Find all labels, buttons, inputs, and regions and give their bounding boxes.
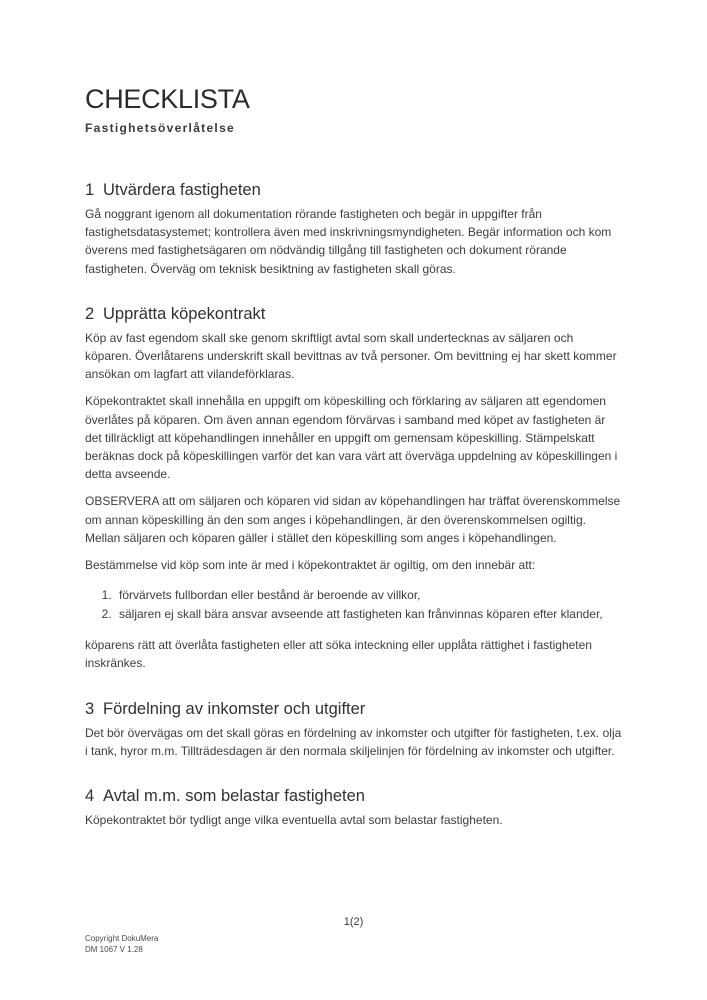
section-3-number: 3 bbox=[85, 699, 95, 718]
section-2-paragraph-4: Bestämmelse vid köp som inte är med i köpekontraktet är ogiltig, om den innebär att: bbox=[85, 558, 536, 573]
section-3-heading bbox=[85, 699, 622, 719]
list-item: 1. förvärvets fullbordan eller bestånd är beroende av villkor, bbox=[115, 586, 622, 605]
section-2-paragraph-1: Köp av fast egendom skall ske genom skriftligt avtal som skall undertecknas av säljaren och köparen. Överlåtarens underskrift skall bevittnas av två personer. Om bevittning ej har skett kommer ansökan om lagfart att vilandeförklaras. bbox=[85, 330, 617, 382]
section-4-heading bbox=[85, 786, 622, 806]
section-1-number: 1 bbox=[85, 181, 95, 199]
section-1-title: Utvärdera fastigheten bbox=[103, 181, 261, 199]
footer bbox=[85, 934, 158, 955]
conditions-list bbox=[85, 586, 622, 624]
section-1-heading bbox=[85, 180, 622, 200]
footer-copyright: Copyright DokuMera bbox=[85, 934, 159, 943]
section-2-paragraph-5: köparens rätt att överlåta fastigheten eller att söka inteckning eller upplåta rättighet i fastigheten inskränkes. bbox=[85, 638, 592, 671]
section-2-number: 2 bbox=[85, 304, 95, 323]
section-2-heading bbox=[85, 304, 622, 324]
page-number: 1(2) bbox=[343, 916, 364, 928]
list-item: 2. säljaren ej skall bära ansvar avseende att fastigheten kan frånvinnas köparen efter klander, bbox=[115, 605, 622, 624]
footer-version: DM 1067 V 1.28 bbox=[85, 944, 143, 954]
section-3-title: Fördelning av inkomster och utgifter bbox=[103, 699, 366, 718]
section-2-title: Upprätta köpekontrakt bbox=[103, 304, 266, 323]
section-4-paragraph: Köpekontraktet bör tydligt ange vilka eventuella avtal som belastar fastigheten. bbox=[85, 813, 503, 828]
section-4-number: 4 bbox=[85, 787, 95, 806]
document-subtitle: Fastighetsöverlåtelse bbox=[85, 121, 236, 135]
document-title: CHECKLISTA bbox=[85, 84, 250, 114]
section-4-title: Avtal m.m. som belastar fastigheten bbox=[103, 787, 365, 806]
section-3-paragraph: Det bör övervägas om det skall göras en fördelning av inkomster och utgifter för fastigheten, t.ex. olja i tank, hyror m.m. Tillträdesdagen är den normala skiljelinjen för fördelning av inkomster och utgifter. bbox=[85, 725, 622, 758]
section-1-paragraph: Gå noggrant igenom all dokumentation rörande fastigheten och begär in uppgifter från fastighetsdatasystemet; kontrollera även med inskrivningsmyndigheten. Begär information och kom överens med fastighetsägaren om nödvändig tillgång till fastigheten och dokument rörande fastigheten. Överväg om teknisk besiktning av fastigheten skall göras. bbox=[85, 207, 612, 276]
section-2-paragraph-3: OBSERVERA att om säljaren och köparen vid sidan av köpehandlingen har träffat överenskommelse om annan köpeskilling än den som anges i köpehandlingen, är den överenskommelsen ogiltig. Mellan säljaren och köparen gäller i stället den köpeskilling som anges i köpehandlingen. bbox=[85, 494, 621, 545]
section-2-paragraph-2: Köpekontraktet skall innehålla en uppgift om köpeskilling och förklaring av säljaren att egendomen överlåtes på köparen. Om även annan egendom förvärvas i samband med köpet av fastigheten är det tillräckligt att köpehandlingen innehåller en uppgift om gemensam köpeskilling. Stämpelskatt beräknas dock på köpeskillingen varför det kan vara värt att överväga uppdelning av köpeskillingen i detta avseende. bbox=[85, 394, 618, 482]
